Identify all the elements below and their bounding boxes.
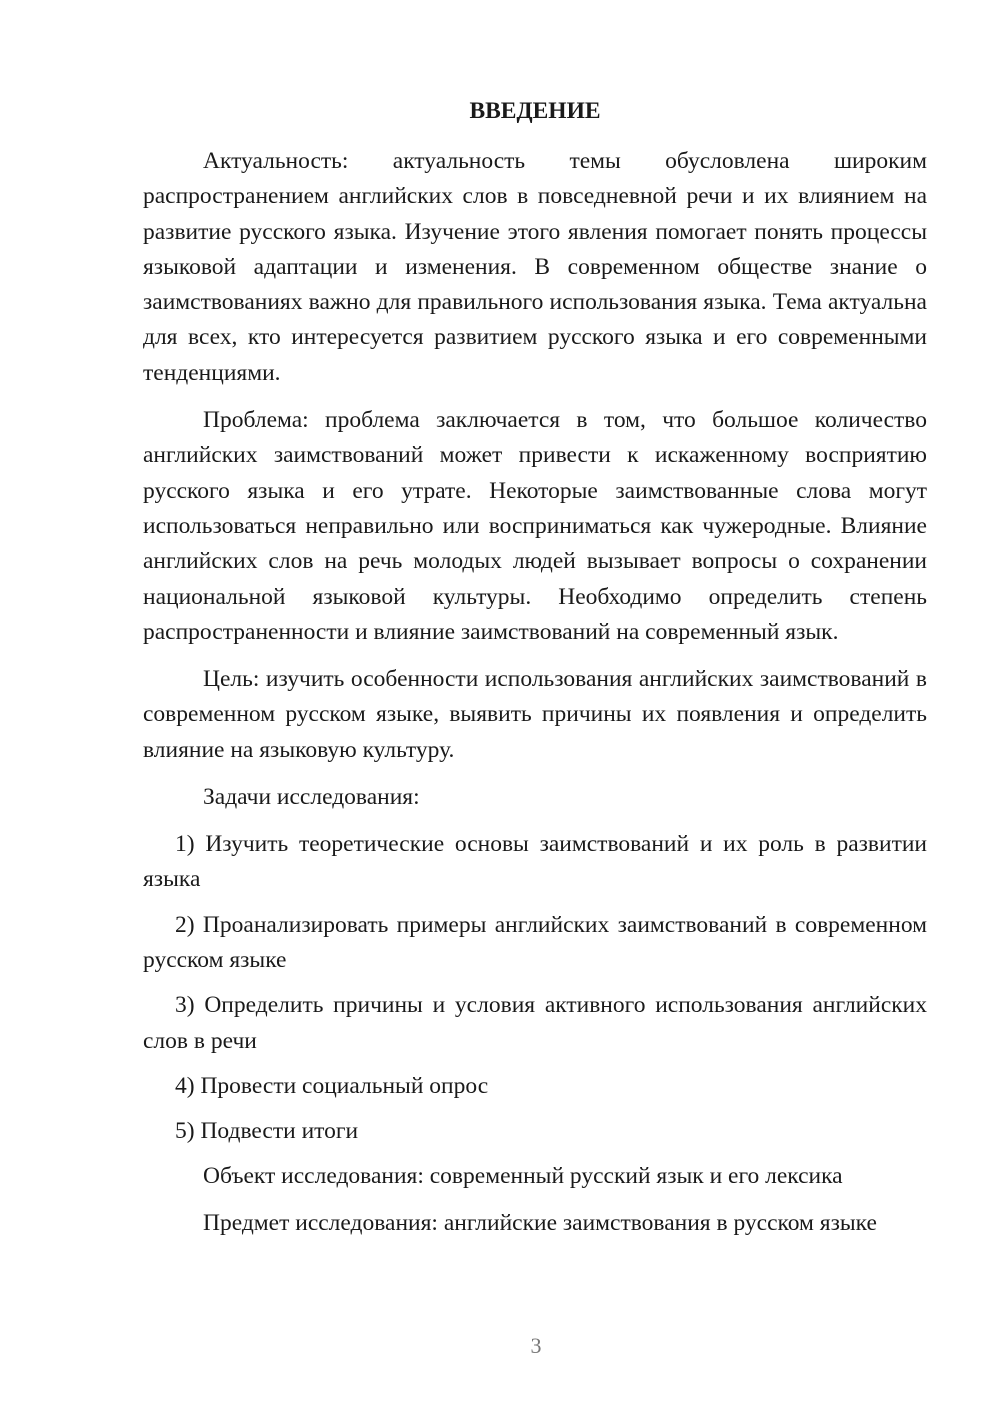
research-object: Объект исследования: современный русский язык и его лексика [203, 1163, 843, 1190]
list-item: 5) Подвести итоги [175, 1118, 359, 1145]
research-subject: Предмет исследования: английские заимствования в русском языке [203, 1210, 877, 1237]
list-item: 4) Провести социальный опрос [175, 1072, 489, 1099]
problem-paragraph: Проблема: проблема заключается в том, что большое количество английских заимствований может привести к искаженному восприятию русского языка и его утрате. Некоторые заимствованные слова могут использоваться неправильно или восприниматься как чужеродные. Влияние английских слов на речь молодых людей вызывает вопросы о сохранении национальной языковой культуры. Необходимо определить степень распространенности и влияние заимствований на современный язык. [143, 407, 927, 645]
list-item: 3) Определить причины и условия активного использования английских слов в речи [143, 992, 927, 1054]
page-number: 3 [530, 1333, 542, 1358]
list-item: 1) Изучить теоретические основы заимствований и их роль в развитии языка [143, 831, 927, 893]
relevance-paragraph: Актуальность: актуальность темы обусловлена широким распространением английских слов в повседневной речи и их влиянием на развитие русского языка. Изучение этого явления помогает понять процессы языковой адаптации и изменения. В современном обществе знание о заимствованиях важно для правильного использования языка. Тема актуальна для всех, кто интересуется развитием русского языка и его современными тенденциями. [143, 148, 927, 386]
document-title: ВВЕДЕНИЕ [469, 98, 601, 124]
tasks-heading: Задачи исследования: [203, 784, 420, 811]
tasks-list [143, 827, 927, 1149]
list-item: 2) Проанализировать примеры английских заимствований в современном русском языке [143, 911, 927, 973]
goal-paragraph: Цель: изучить особенности использования английских заимствований в современном русском языке, выявить причины их появления и определить влияние на языковую культуру. [143, 666, 927, 763]
document-page [143, 96, 927, 1253]
